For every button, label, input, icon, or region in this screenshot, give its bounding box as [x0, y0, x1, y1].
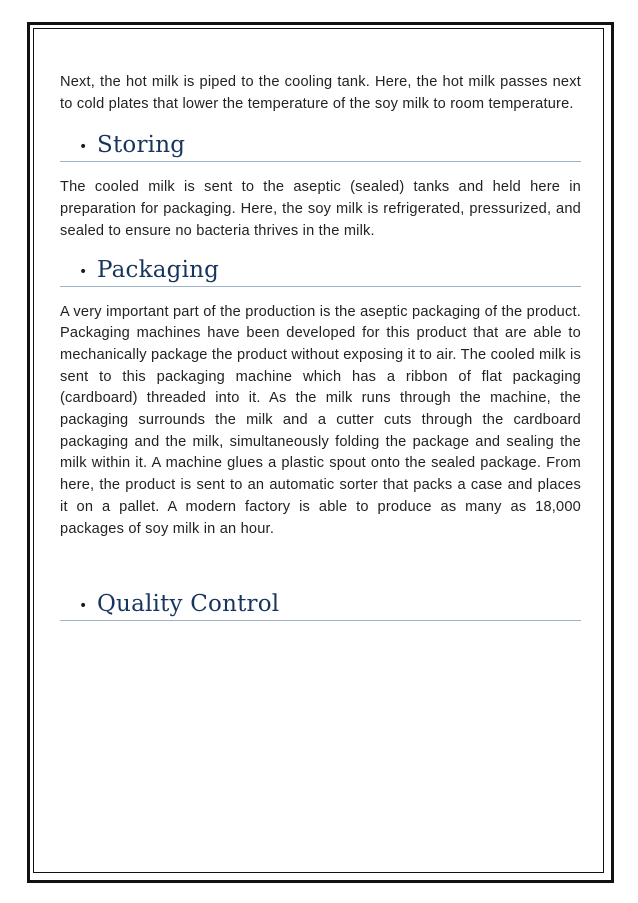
heading-quality-control: [60, 580, 581, 621]
heading-quality-control-label: Quality Control: [97, 591, 280, 618]
intro-paragraph: Next, the hot milk is piped to the cooling tank. Here, the hot milk passes next to cold plates that lower the temperature of the soy milk to room temperature.: [60, 74, 581, 112]
bullet-icon: •: [79, 263, 88, 280]
bullet-icon: •: [79, 139, 88, 156]
heading-packaging: [60, 246, 581, 287]
heading-packaging-label: Packaging: [97, 256, 220, 283]
bullet-icon: •: [79, 598, 88, 615]
heading-storing: [60, 121, 581, 162]
heading-storing-label: Storing: [97, 132, 186, 159]
storing-paragraph: The cooled milk is sent to the aseptic (sealed) tanks and held here in preparation for packaging. Here, the soy milk is refrigerated, pressurized, and sealed to ensure no bacteria thrives in the milk.: [60, 179, 581, 239]
document-body: [60, 72, 581, 621]
packaging-paragraph: A very important part of the production is the aseptic packaging of the product. Packaging machines have been developed for this product that are able to mechanically package the product without exposing it to air. The cooled milk is sent to this packaging machine which has a ribbon of flat packaging (cardboard) threaded into it. As the milk runs through the machine, the packaging surrounds the milk and a cutter cuts through the cardboard packaging and the milk, simultaneously folding the package and sealing the milk within it. A machine glues a plastic spout onto the sealed package. From here, the product is sent to an automatic sorter that packs a case and places it on a pallet. A modern factory is able to produce as many as 18,000 packages of soy milk in an hour.: [60, 303, 581, 537]
